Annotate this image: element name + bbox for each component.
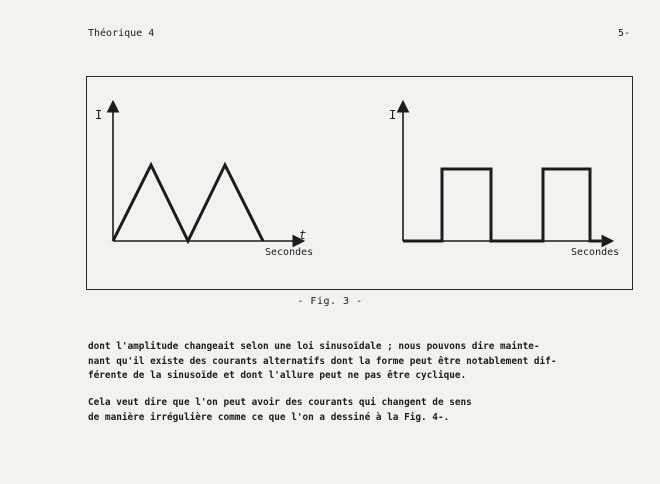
- page-header: [88, 28, 630, 42]
- right-graph: [389, 103, 619, 258]
- body-paragraph-2: Cela veut dire que l'on peut avoir des courants qui changent de sens de manière irrégulière comme ce que l'on a dessiné à la Fig. 4-.: [88, 397, 472, 423]
- body-paragraph-1: dont l'amplitude changeait selon une loi sinusoïdale ; nous pouvons dire mainte- nant qu'il existe des courants alternatifs dont la forme peut être notablement dif- férente de la sinusoïde et dont l'allure peut ne pas être cyclique.: [88, 341, 557, 381]
- left-y-label: I: [95, 108, 103, 122]
- left-t-symbol: t: [299, 228, 307, 242]
- triangle-wave: [113, 165, 263, 241]
- figure-frame: [86, 76, 633, 290]
- page-number: 5-: [617, 28, 630, 39]
- section-title: Théorique 4: [88, 28, 155, 39]
- figure-caption: - Fig. 3 -: [297, 296, 363, 307]
- square-wave: [403, 169, 601, 241]
- figure-graphs: [87, 77, 634, 291]
- left-graph: [95, 103, 313, 258]
- left-x-label: Secondes: [265, 247, 314, 258]
- right-y-label: I: [389, 108, 397, 122]
- right-x-label: Secondes: [571, 247, 620, 258]
